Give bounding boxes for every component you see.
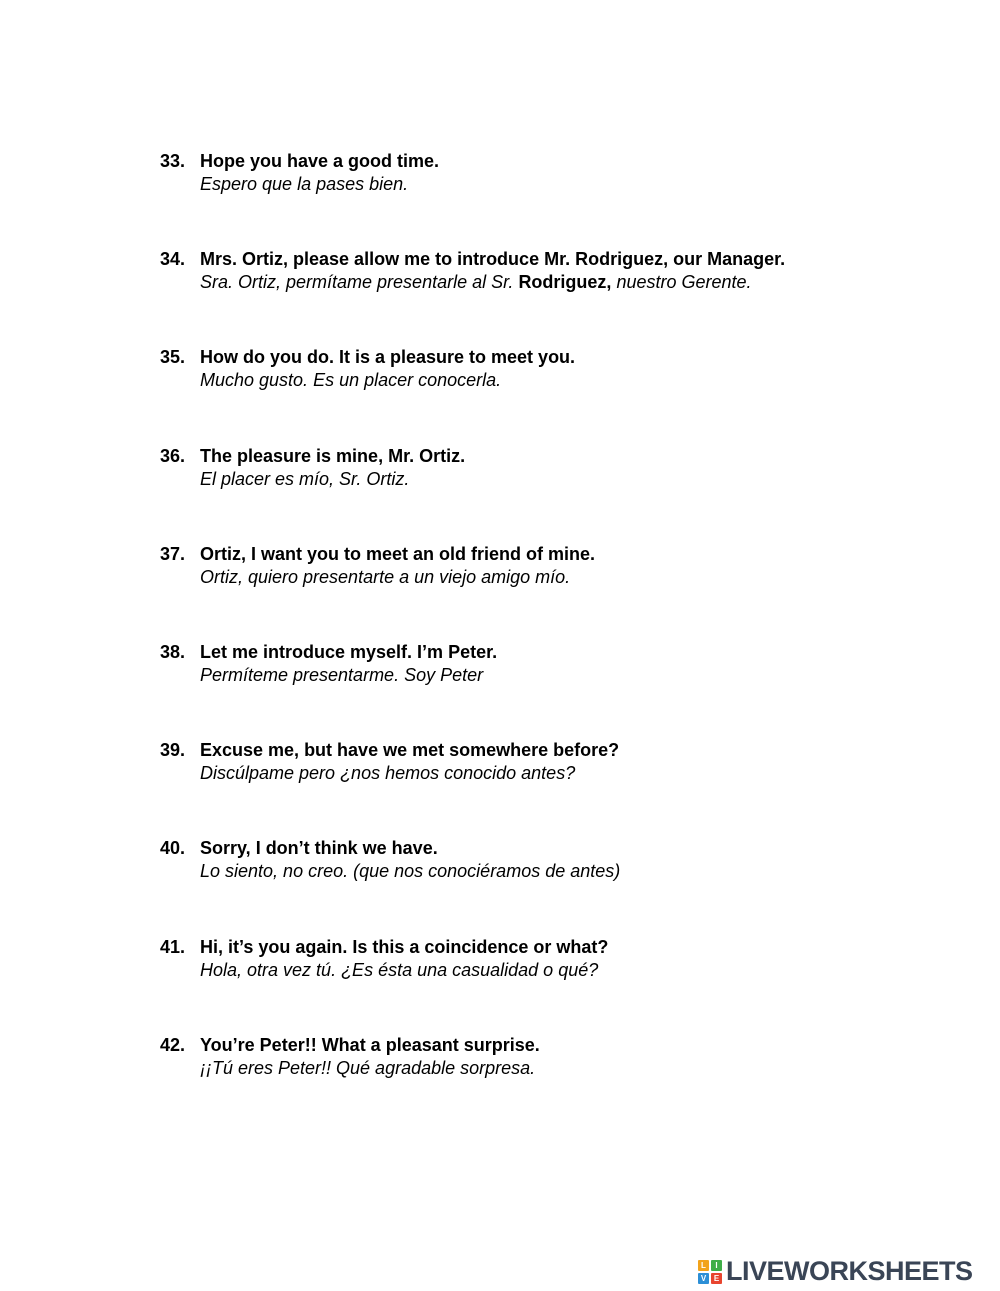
list-item	[160, 445, 960, 543]
spanish-translation: ¡¡Tú eres Peter!! Qué agradable sorpresa.	[200, 1057, 536, 1078]
item-number: 41.	[160, 936, 186, 957]
logo-tile-i: I	[711, 1260, 722, 1271]
spanish-translation: Lo siento, no creo. (que nos conociéramos de antes)	[200, 861, 621, 882]
english-phrase: Let me introduce myself. I’m Peter.	[200, 641, 498, 662]
list-item	[160, 346, 960, 444]
list-item	[160, 150, 960, 248]
brand-name: LIVEWORKSHEETS	[726, 1256, 973, 1286]
spanish-translation: Permíteme presentarme. Soy Peter	[200, 664, 484, 685]
english-phrase: Ortiz, I want you to meet an old friend of mine.	[200, 543, 596, 564]
spanish-translation-end: nuestro Gerente.	[611, 272, 752, 293]
liveworksheets-brand	[698, 1256, 973, 1287]
english-phrase: You’re Peter!! What a pleasant surprise.	[200, 1034, 540, 1055]
list-item	[160, 641, 960, 739]
list-item	[160, 936, 960, 1034]
list-item	[160, 837, 960, 935]
phrase-list	[160, 150, 960, 1132]
spanish-translation: Discúlpame pero ¿nos hemos conocido antes?	[200, 763, 576, 784]
list-item	[160, 248, 960, 346]
english-phrase: Hi, it’s you again. Is this a coincidence or what?	[200, 936, 609, 957]
list-item	[160, 739, 960, 837]
logo-tile-e: E	[711, 1273, 722, 1284]
item-number: 42.	[160, 1034, 186, 1055]
english-phrase: Mrs. Ortiz, please allow me to introduce Mr. Rodriguez, our Manager.	[200, 249, 786, 270]
item-number: 38.	[160, 641, 186, 662]
english-phrase: How do you do. It is a pleasure to meet you.	[200, 347, 576, 368]
spanish-translation	[160, 271, 960, 294]
english-phrase: The pleasure is mine, Mr. Ortiz.	[200, 445, 466, 466]
english-phrase: Excuse me, but have we met somewhere before?	[200, 740, 620, 761]
logo-tile-l: L	[698, 1260, 709, 1271]
spanish-translation: El placer es mío, Sr. Ortiz.	[200, 468, 410, 489]
spanish-translation: Hola, otra vez tú. ¿Es ésta una casualidad o qué?	[200, 959, 599, 980]
item-number: 34.	[160, 249, 186, 270]
spanish-translation: Mucho gusto. Es un placer conocerla.	[200, 370, 502, 391]
spanish-translation: Ortiz, quiero presentarte a un viejo amigo mío.	[200, 566, 571, 587]
item-number: 37.	[160, 543, 186, 564]
liveworksheets-logo-icon	[698, 1260, 722, 1284]
logo-tile-v: V	[698, 1273, 709, 1284]
item-number: 35.	[160, 347, 186, 368]
item-number: 33.	[160, 151, 186, 171]
spanish-translation-start: Sra. Ortiz, permítame presentarle al Sr.	[200, 272, 519, 293]
list-item	[160, 543, 960, 641]
english-phrase: Hope you have a good time.	[200, 151, 440, 171]
item-number: 39.	[160, 740, 186, 761]
english-phrase: Sorry, I don’t think we have.	[200, 838, 438, 859]
list-item	[160, 1034, 960, 1132]
spanish-translation: Espero que la pases bien.	[200, 174, 409, 194]
spanish-translation-bold: Rodriguez,	[518, 272, 612, 293]
item-number: 40.	[160, 838, 186, 859]
item-number: 36.	[160, 445, 186, 466]
